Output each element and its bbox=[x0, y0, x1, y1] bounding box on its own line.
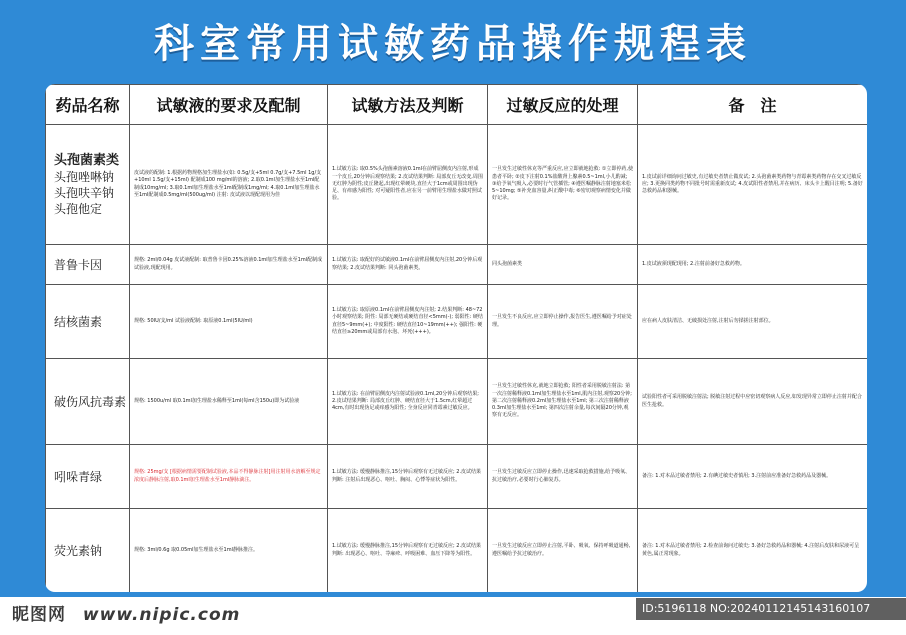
prep-text: 规格: 25mg/支 [根据病情需要配制试验液,本品不得静脉注射]用注射用水溶解至规定浓度后静脉注射,取0.1ml加生理盐水至1ml静脉滴注。 bbox=[134, 469, 321, 483]
reaction-cell: 一旦发生过敏反应立即停止注射,平卧、吸氧、保持呼吸道通畅,遵医嘱给予抗过敏治疗。 bbox=[488, 509, 638, 593]
table-row bbox=[46, 125, 868, 245]
header-drug-name: 药品名称 bbox=[46, 85, 130, 125]
drug-name: 吲哚青绿 bbox=[54, 469, 103, 484]
header-reaction-handling: 过敏反应的处理 bbox=[488, 85, 638, 125]
drug-name: 头孢呋辛钠 bbox=[54, 185, 115, 200]
header-test-method: 试敏方法及判断 bbox=[328, 85, 488, 125]
procedure-table-panel bbox=[45, 84, 867, 592]
drug-name-cell bbox=[46, 245, 130, 285]
method-cell: 1.试敏方法: 缓慢静脉推注,15分钟后观察有无过敏反应; 2.皮试结果判断: 注射后出现恶心、呕吐、胸闷、心悸等症状为阳性。 bbox=[328, 445, 488, 509]
watermark-brand bbox=[12, 600, 240, 630]
prep-cell bbox=[130, 445, 328, 509]
prep-cell: 规格: 3ml/0.6g 取0.05ml加生理盐水至1ml静脉推注。 bbox=[130, 509, 328, 593]
page-title: 科室常用试敏药品操作规程表 bbox=[154, 21, 752, 67]
drug-name-cell bbox=[46, 125, 130, 245]
reaction-cell: 同头孢菌素类 bbox=[488, 245, 638, 285]
reaction-cell: 一旦发生过敏反应立即停止操作,迅速采取抢救措施,给予吸氧、抗过敏治疗,必要时行心肺复苏。 bbox=[488, 445, 638, 509]
reaction-cell: 一旦发生不良反应,应立即停止操作,报告医生,遵医嘱给予对症处理。 bbox=[488, 285, 638, 359]
note-cell: 应在病人皮肤清洁、无破损处注射,注射后勿揉搓注射部位。 bbox=[638, 285, 868, 359]
note-cell: 备注: 1.对本品过敏者禁用; 2.检查前询问过敏史; 3.备好急救药品和器械; 4.注射后皮肤和尿液可呈黄色,属正常现象。 bbox=[638, 509, 868, 593]
watermark-id: ID:5196118 NO:20240112145143160107 bbox=[636, 598, 906, 620]
note-cell: 1.皮试液须现配现用; 2.注射前备好急救药物。 bbox=[638, 245, 868, 285]
method-cell: 1.试敏方法: 取0.5%头孢菌素溶液0.1ml在前臂屈侧皮内注射,形成一个皮丘,20分钟后观察结果; 2.皮试结果判断: 局部皮丘无改变,周围无红肿为阴性;皮丘隆起,出现红晕硬块,直径大于1cm或周围出现伪足、有痒感为阳性; 对可疑阳性者,应在另一前臂用生理盐水做对照试验。 bbox=[328, 125, 488, 245]
method-cell: 1.试敏方法: 取原液0.1ml在前臂屈侧皮内注射; 2.结果判断: 48~72小时观察结果; 阴性: 局部无硬结或硬结直径<5mm(-); 弱阳性: 硬结直径5~9mm(+); 中度阳性: 硬结直径10~19mm(++); 强阳性: 硬结直径≥20mm或局部有水泡、坏死(+++)。 bbox=[328, 285, 488, 359]
drug-name-cell bbox=[46, 285, 130, 359]
method-cell: 1.试敏方法: 在前臂屈侧皮内注射试验液0.1ml,20分钟后观察结果; 2.皮试结果判断: 局部皮丘红肿、硬结直径大于1.5cm,红晕超过4cm,有时出现伪足或痒感为阳性; 全身反应同青霉素过敏反应。 bbox=[328, 359, 488, 445]
prep-cell: 规格: 2ml/0.04g 皮试液配制: 取普鲁卡因0.25%溶液0.1ml加生理盐水至1ml配制成试验液,现配现用。 bbox=[130, 245, 328, 285]
procedure-table bbox=[45, 84, 867, 592]
watermark-site: www.nipic.com bbox=[82, 605, 241, 625]
drug-name: 荧光素钠 bbox=[54, 543, 103, 558]
watermark-brand-name: 昵图网 bbox=[12, 605, 66, 625]
reaction-cell: 一旦发生过敏性休克,就地立即抢救; 阳性者采用脱敏注射法: 第一次注射稀释液0.1ml加生理盐水至1ml,肌内注射,观察20分钟; 第二次注射稀释液0.2ml加生理盐水至1ml; 第三次注射稀释液0.3ml加生理盐水至1ml; 第四次注射余量,每次间隔20分钟,观察有无反应。 bbox=[488, 359, 638, 445]
prep-cell: 规格: 1500u/ml 取0.1ml加生理盐水稀释至1ml(每ml含150u)即为试验液 bbox=[130, 359, 328, 445]
drug-name: 破伤风抗毒素 bbox=[54, 394, 127, 409]
table-header-row bbox=[46, 85, 868, 125]
drug-name-cell bbox=[46, 509, 130, 593]
table-row bbox=[46, 445, 868, 509]
drug-name: 头孢菌素类 bbox=[54, 152, 120, 168]
prep-cell: 皮试液的配制: 1.根据药物规格加生理盐水(如: 0.5g/支+5ml 0.7g/支+7.5ml 1g/支+10ml 1.5g/支+15ml) 配制成100 mg/ml的溶液; 2.取0.1ml加生理盐水至1ml配制成10mg/ml; 3.取0.1ml加生理盐水至1ml配制成1mg/ml; 4.取0.1ml加生理盐水至1ml配制成0.5mg/ml(500ug/ml) 注射: 皮试液以现配现用为佳 bbox=[130, 125, 328, 245]
drug-name: 普鲁卡因 bbox=[54, 257, 103, 272]
note-cell: 1.皮试前详细询问过敏史,有过敏史者禁止做皮试; 2.头孢菌素类药物与青霉素类药物存在交叉过敏反应; 3.更换同类药物不同批号时需重新皮试; 4.皮试阳性者禁用,并在病历、床头卡上醒目注明; 5.备好急救药品和器械。 bbox=[638, 125, 868, 245]
note-cell: 试验阳性者可采用脱敏注射法; 脱敏注射过程中应密切观察病人反应,如发现异常立即停止注射并配合医生抢救。 bbox=[638, 359, 868, 445]
drug-name: 结核菌素 bbox=[54, 314, 103, 329]
table-row bbox=[46, 509, 868, 593]
method-cell: 1.试敏方法: 取配好的试敏液0.1ml在前臂屈侧皮内注射,20分钟后观察结果; 2.皮试结果判断: 同头孢菌素类。 bbox=[328, 245, 488, 285]
drug-name: 头孢他定 bbox=[54, 201, 103, 216]
drug-name: 头孢唑啉钠 bbox=[54, 169, 115, 184]
drug-name-cell bbox=[46, 445, 130, 509]
note-cell: 备注: 1.对本品过敏者禁用; 2.有碘过敏史者慎用; 3.注射前应准备好急救药品及器械。 bbox=[638, 445, 868, 509]
method-cell: 1.试敏方法: 缓慢静脉推注,15分钟后观察有无过敏反应; 2.皮试结果判断: 出现恶心、呕吐、荨麻疹、呼吸困难、血压下降等为阳性。 bbox=[328, 509, 488, 593]
drug-name-cell bbox=[46, 359, 130, 445]
header-solution-prep: 试敏液的要求及配制 bbox=[130, 85, 328, 125]
header-notes: 备 注 bbox=[638, 85, 868, 125]
table-row bbox=[46, 285, 868, 359]
prep-cell: 规格: 50IU/支/ml 试验液配制: 取原液0.1ml(5IU/ml) bbox=[130, 285, 328, 359]
table-row bbox=[46, 245, 868, 285]
table-row bbox=[46, 359, 868, 445]
reaction-cell: 一旦发生过敏性休克等严重反应,应立即就地抢救: ①立即停药,使患者平卧; ②皮下注射0.1%盐酸肾上腺素0.5~1ml,小儿酌减; ③给予氧气吸入,必要时行气管插管; ④遵医嘱静脉注射地塞米松5~10mg; ⑤补充血容量,纠正酸中毒; ⑥密切观察病情变化并做好记录。 bbox=[488, 125, 638, 245]
